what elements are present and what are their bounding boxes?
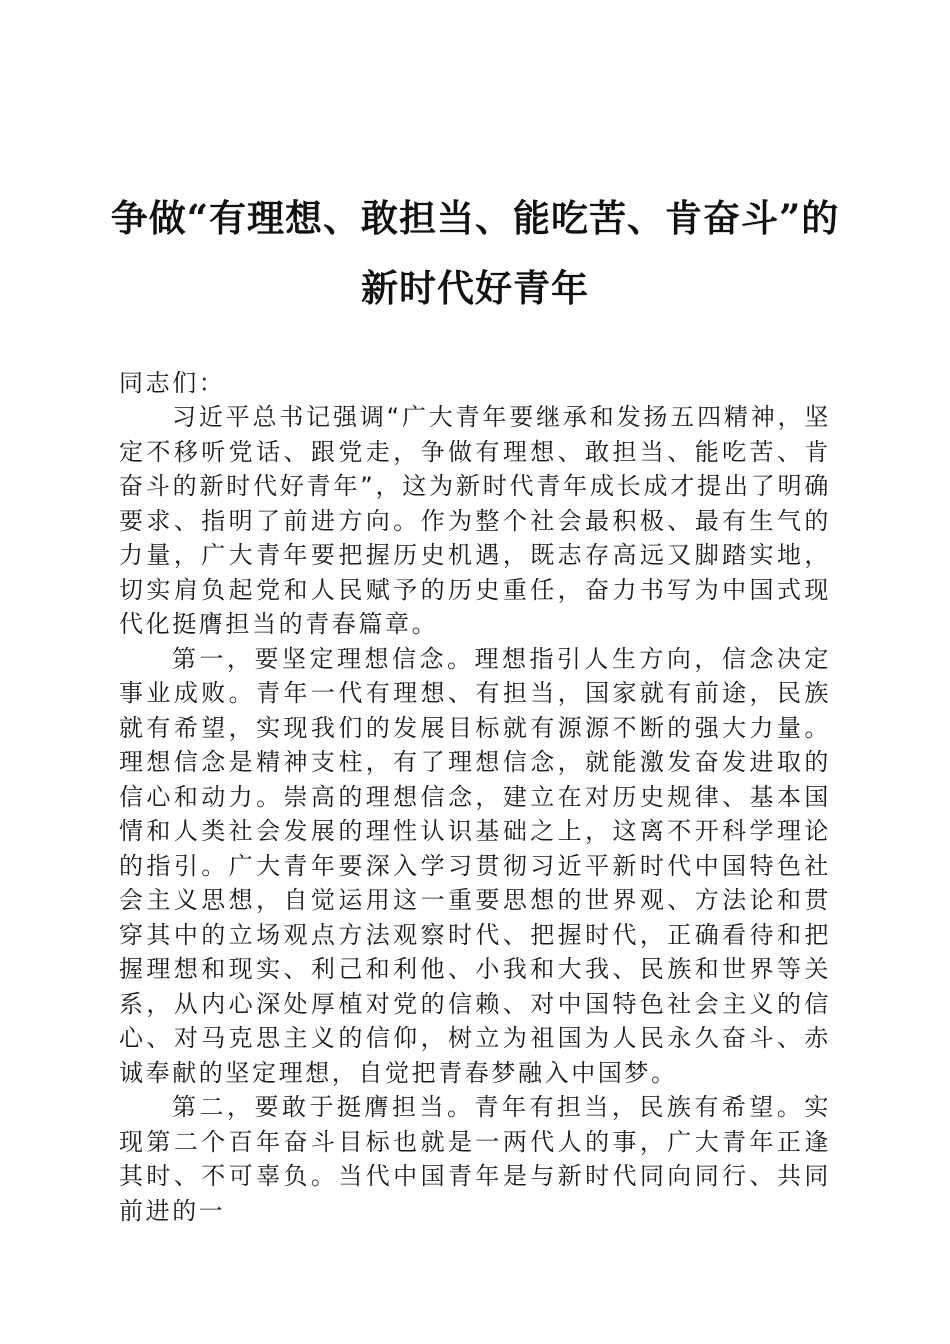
document-title-line-2: 新时代好青年: [361, 266, 589, 310]
document-title-line-1: 争做“有理想、敢担当、能吃苦、肯奋斗”的: [110, 196, 840, 240]
salutation: 同志们：: [119, 369, 226, 397]
body-text: [119, 400, 831, 1228]
paragraph-second-point: 第二，要敢于挺膺担当。青年有担当，民族有希望。实现第二个百年奋斗目标也就是一两代人的事，广大青年正逢其时、不可辜负。当代中国青年是与新时代同向同行、共同前进的一: [119, 1093, 831, 1225]
paragraph-first-point: 第一，要坚定理想信念。理想指引人生方向，信念决定事业成败。青年一代有理想、有担当，国家就有前途，民族就有希望，实现我们的发展目标就有源源不断的强大力量。理想信念是精神支柱，有了理想信念，就能激发奋发进取的信心和动力。崇高的理想信念，建立在对历史规律、基本国情和人类社会发展的理性认识基础之上，这离不开科学理论的指引。广大青年要深入学习贯彻习近平新时代中国特色社会主义思想，自觉运用这一重要思想的世界观、方法论和贯穿其中的立场观点方法观察时代、把握时代，正确看待和把握理想和现实、利己和利他、小我和大我、民族和世界等关系，从内心深处厚植对党的信赖、对中国特色社会主义的信心、对马克思主义的信仰，树立为祖国为人民永久奋斗、赤诚奉献的坚定理想，自觉把青春梦融入中国梦。: [119, 644, 831, 1087]
paragraph-intro: 习近平总书记强调“广大青年要继承和发扬五四精神，坚定不移听党话、跟党走，争做有理想、敢担当、能吃苦、肯奋斗的新时代好青年”，这为新时代青年成长成才提出了明确要求、指明了前进方向。作为整个社会最积极、最有生气的力量，广大青年要把握历史机遇，既志存高远又脚踏实地，切实肩负起党和人民赋予的历史重任，奋力书写为中国式现代化挺膺担当的青春篇章。: [119, 403, 831, 638]
